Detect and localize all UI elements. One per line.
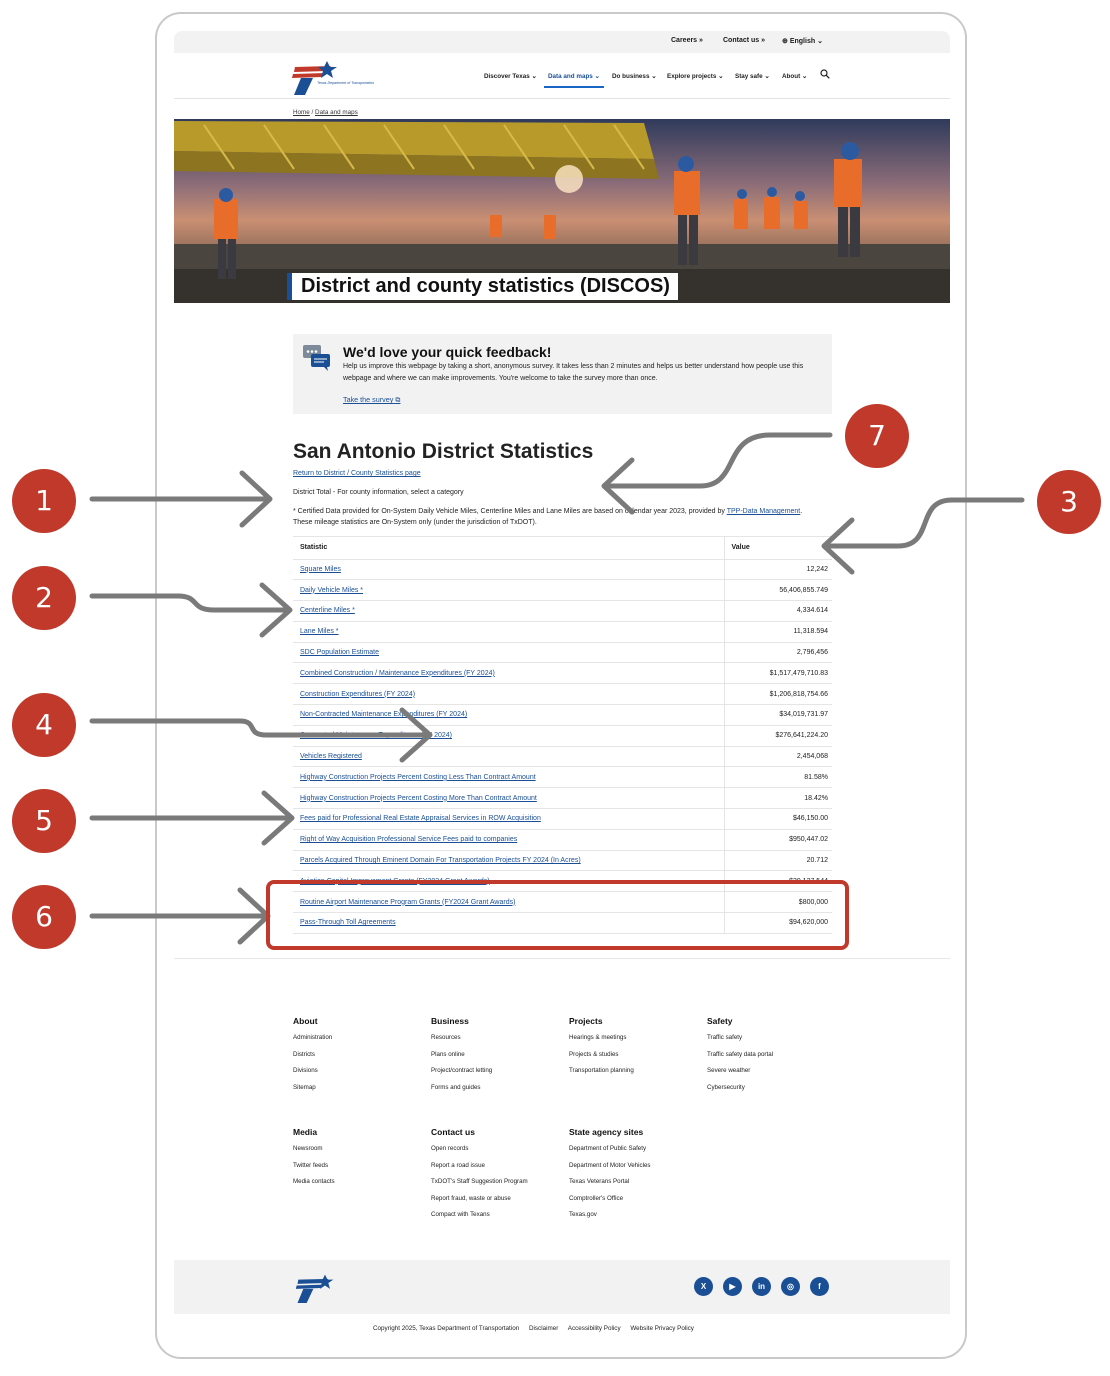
nav-about[interactable]: About ⌄ xyxy=(782,73,808,80)
footer-link[interactable]: Plans online xyxy=(431,1050,465,1058)
accessibility-policy-link[interactable]: Accessibility Policy xyxy=(567,1325,621,1332)
nav-data-and-maps[interactable]: Data and maps ⌄ xyxy=(548,73,600,80)
nav-discover-texas[interactable]: Discover Texas ⌄ xyxy=(484,73,537,80)
copyright-text: Copyright 2025, Texas Department of Transportation xyxy=(373,1325,520,1332)
footer-heading: Media xyxy=(293,1127,318,1137)
arrow-2 xyxy=(92,596,288,610)
footer-link[interactable]: TxDOT's Staff Suggestion Program xyxy=(431,1178,528,1185)
careers-link[interactable]: Careers » xyxy=(671,37,703,44)
footer-link[interactable]: Twitter feeds xyxy=(293,1161,329,1169)
statistic-link[interactable]: Daily Vehicle Miles * xyxy=(293,580,724,601)
statistic-link[interactable]: Square Miles xyxy=(293,559,724,580)
highlight-box xyxy=(266,880,849,950)
footer-heading: Safety xyxy=(707,1016,733,1026)
statistic-value: $34,019,731.97 xyxy=(724,705,832,726)
statistic-link[interactable]: Lane Miles * xyxy=(293,621,724,642)
statistic-link[interactable]: Routine Airport Maintenance Program Grants (FY2024 Grant Awards) xyxy=(293,892,724,913)
footer-link[interactable]: Compact with Texans xyxy=(431,1211,490,1218)
page-title: District and county statistics (DISCOS) xyxy=(287,273,678,300)
statistic-link[interactable]: SDC Population Estimate xyxy=(293,642,724,663)
statistic-value: 2,796,456 xyxy=(724,642,832,663)
nav-do-business[interactable]: Do business ⌄ xyxy=(612,73,657,80)
footer-link[interactable]: Newsroom xyxy=(293,1145,323,1152)
footer-link[interactable]: Severe weather xyxy=(707,1067,751,1074)
statistic-value: 20.712 xyxy=(724,850,832,871)
arrow-4 xyxy=(92,721,428,735)
x-icon[interactable]: X xyxy=(694,1277,713,1296)
footer-heading: State agency sites xyxy=(569,1127,644,1137)
statistic-value: 12,242 xyxy=(724,559,832,580)
badge-5: 5 xyxy=(12,789,76,853)
statistic-link[interactable]: Non-Contracted Maintenance Expenditures (FY 2024) xyxy=(293,705,724,726)
footer-link[interactable]: Cybersecurity xyxy=(707,1083,745,1091)
statistic-value: 4,334.614 xyxy=(724,601,832,622)
nav-stay-safe[interactable]: Stay safe ⌄ xyxy=(735,73,770,80)
statistic-value: $276,641,224.20 xyxy=(724,725,832,746)
district-title: San Antonio District Statistics xyxy=(293,440,594,463)
chevron-down-icon: ⌄ xyxy=(817,38,823,45)
badge-7: 7 xyxy=(845,404,909,468)
footer-link[interactable]: Comptroller's Office xyxy=(569,1194,624,1202)
statistic-column-header: Statistic xyxy=(293,537,724,559)
footer-link[interactable]: Project/contract letting xyxy=(431,1067,493,1074)
return-link[interactable]: Return to District / County Statistics page xyxy=(293,470,421,477)
language-label: English xyxy=(789,38,816,45)
statistic-value: $46,150.00 xyxy=(724,809,832,830)
statistic-link[interactable]: Aviation Capital Improvement Grants (FY2024 Grant Awards) xyxy=(293,871,724,892)
statistic-value: $1,517,479,710.83 xyxy=(724,663,832,684)
statistic-link[interactable]: Right of Way Acquisition Professional Service Fees paid to companies xyxy=(293,829,724,850)
badge-4: 4 xyxy=(12,693,76,757)
footer-heading: About xyxy=(293,1016,318,1026)
facebook-icon[interactable]: f xyxy=(810,1277,829,1296)
external-link-icon: ⧉ xyxy=(395,395,401,404)
statistic-link[interactable]: Combined Construction / Maintenance Expenditures (FY 2024) xyxy=(293,663,724,684)
globe-icon: ⊕ xyxy=(782,38,788,45)
footer-link[interactable]: Divisions xyxy=(293,1067,318,1074)
badge-3: 3 xyxy=(1037,470,1101,534)
statistic-value: 11,318.594 xyxy=(724,621,832,642)
contact-us-link[interactable]: Contact us » xyxy=(723,37,766,44)
footer-heading: Contact us xyxy=(431,1127,475,1137)
disclaimer-link[interactable]: Disclaimer xyxy=(528,1325,559,1332)
nav-explore-projects[interactable]: Explore projects ⌄ xyxy=(667,73,724,80)
feedback-title: We'd love your quick feedback! xyxy=(343,344,552,360)
logo-text: Texas Department of Transportation xyxy=(317,81,375,85)
breadcrumb-home[interactable]: Home xyxy=(293,109,310,116)
badge-1: 1 xyxy=(12,469,76,533)
breadcrumb-separator: / xyxy=(311,109,316,116)
footer-link[interactable]: Texas.gov xyxy=(569,1211,597,1218)
feedback-text: Help us improve this webpage by taking a short, anonymous survey. It takes less than 2 minutes and helps us better understand how people use this webpage and where we can make improvements. You're welcome to take the survey more than once. xyxy=(343,363,804,382)
statistic-value: $39,127,544 xyxy=(724,871,832,892)
footer-link[interactable]: Resources xyxy=(431,1034,461,1041)
footer-link[interactable]: Report fraud, waste or abuse xyxy=(431,1194,511,1202)
footer-link[interactable]: Districts xyxy=(293,1050,315,1058)
statistic-value: $94,620,000 xyxy=(724,913,832,934)
arrow-3 xyxy=(826,500,1022,546)
footer-link[interactable]: Media contacts xyxy=(293,1178,335,1185)
certified-data-note: * Certified Data provided for On-System Daily Vehicle Miles, Centerline Miles and Lane Miles are based on calendar year 2023, provided by TPP-Data Management. These mileage statistics are On-System only (under the jurisdiction of TxDOT). xyxy=(293,508,803,526)
statistic-value: $1,206,818,754.66 xyxy=(724,684,832,705)
arrow-7 xyxy=(606,435,830,486)
statistic-link[interactable]: Highway Construction Projects Percent Costing Less Than Contract Amount xyxy=(293,767,724,788)
footer-link[interactable]: Forms and guides xyxy=(431,1083,481,1091)
statistic-link[interactable]: Fees paid for Professional Real Estate Appraisal Services in ROW Acquisition xyxy=(293,809,724,830)
statistic-value: $800,000 xyxy=(724,892,832,913)
statistic-value: 81.58% xyxy=(724,767,832,788)
footer-link[interactable]: Report a road issue xyxy=(431,1161,485,1169)
statistic-link[interactable]: Construction Expenditures (FY 2024) xyxy=(293,684,724,705)
statistic-link[interactable]: Parcels Acquired Through Eminent Domain For Transportation Projects FY 2024 (In Acres) xyxy=(293,850,724,871)
footer-link[interactable]: Sitemap xyxy=(293,1083,316,1091)
footer-link[interactable]: Texas Veterans Portal xyxy=(569,1178,630,1185)
breadcrumb-current[interactable]: Data and maps xyxy=(315,109,358,116)
linkedin-icon[interactable]: in xyxy=(752,1277,771,1296)
footer-link[interactable]: Traffic safety data portal xyxy=(707,1050,774,1058)
footer-link[interactable]: Hearings & meetings xyxy=(569,1034,627,1041)
footer-link[interactable]: Projects & studies xyxy=(569,1050,619,1058)
value-column-header: Value xyxy=(724,537,832,559)
statistic-value: 56,406,855.749 xyxy=(724,580,832,601)
footer-link[interactable]: Department of Motor Vehicles xyxy=(569,1161,651,1169)
statistic-link[interactable]: Contracted Maintenance Expenditures (FY 2024) xyxy=(293,725,724,746)
statistic-link[interactable]: Centerline Miles * xyxy=(293,601,724,622)
statistic-link[interactable]: Vehicles Registered xyxy=(293,746,724,767)
footer-link[interactable]: Traffic safety xyxy=(707,1034,743,1041)
statistic-value: 2,454,068 xyxy=(724,746,832,767)
instagram-icon[interactable]: ◎ xyxy=(781,1277,800,1296)
footer-link[interactable]: Administration xyxy=(293,1034,333,1041)
take-survey-link[interactable]: Take the survey ⧉ xyxy=(343,395,401,404)
footer-heading: Projects xyxy=(569,1016,603,1026)
district-note: District Total - For county information, select a category xyxy=(293,489,464,496)
footer-heading: Business xyxy=(431,1016,469,1026)
tpp-data-management-link[interactable]: TPP-Data Management xyxy=(726,508,801,515)
youtube-icon[interactable]: ▶ xyxy=(723,1277,742,1296)
privacy-policy-link[interactable]: Website Privacy Policy xyxy=(630,1325,694,1332)
footer-link[interactable]: Open records xyxy=(431,1145,469,1152)
badge-2: 2 xyxy=(12,566,76,630)
footer-link[interactable]: Department of Public Safety xyxy=(569,1145,647,1152)
statistic-link[interactable]: Highway Construction Projects Percent Costing More Than Contract Amount xyxy=(293,788,724,809)
statistic-value: 18.42% xyxy=(724,788,832,809)
statistic-value: $950,447.02 xyxy=(724,829,832,850)
statistic-link[interactable]: Pass-Through Toll Agreements xyxy=(293,913,724,934)
badge-6: 6 xyxy=(12,885,76,949)
footer-link[interactable]: Transportation planning xyxy=(569,1067,634,1074)
